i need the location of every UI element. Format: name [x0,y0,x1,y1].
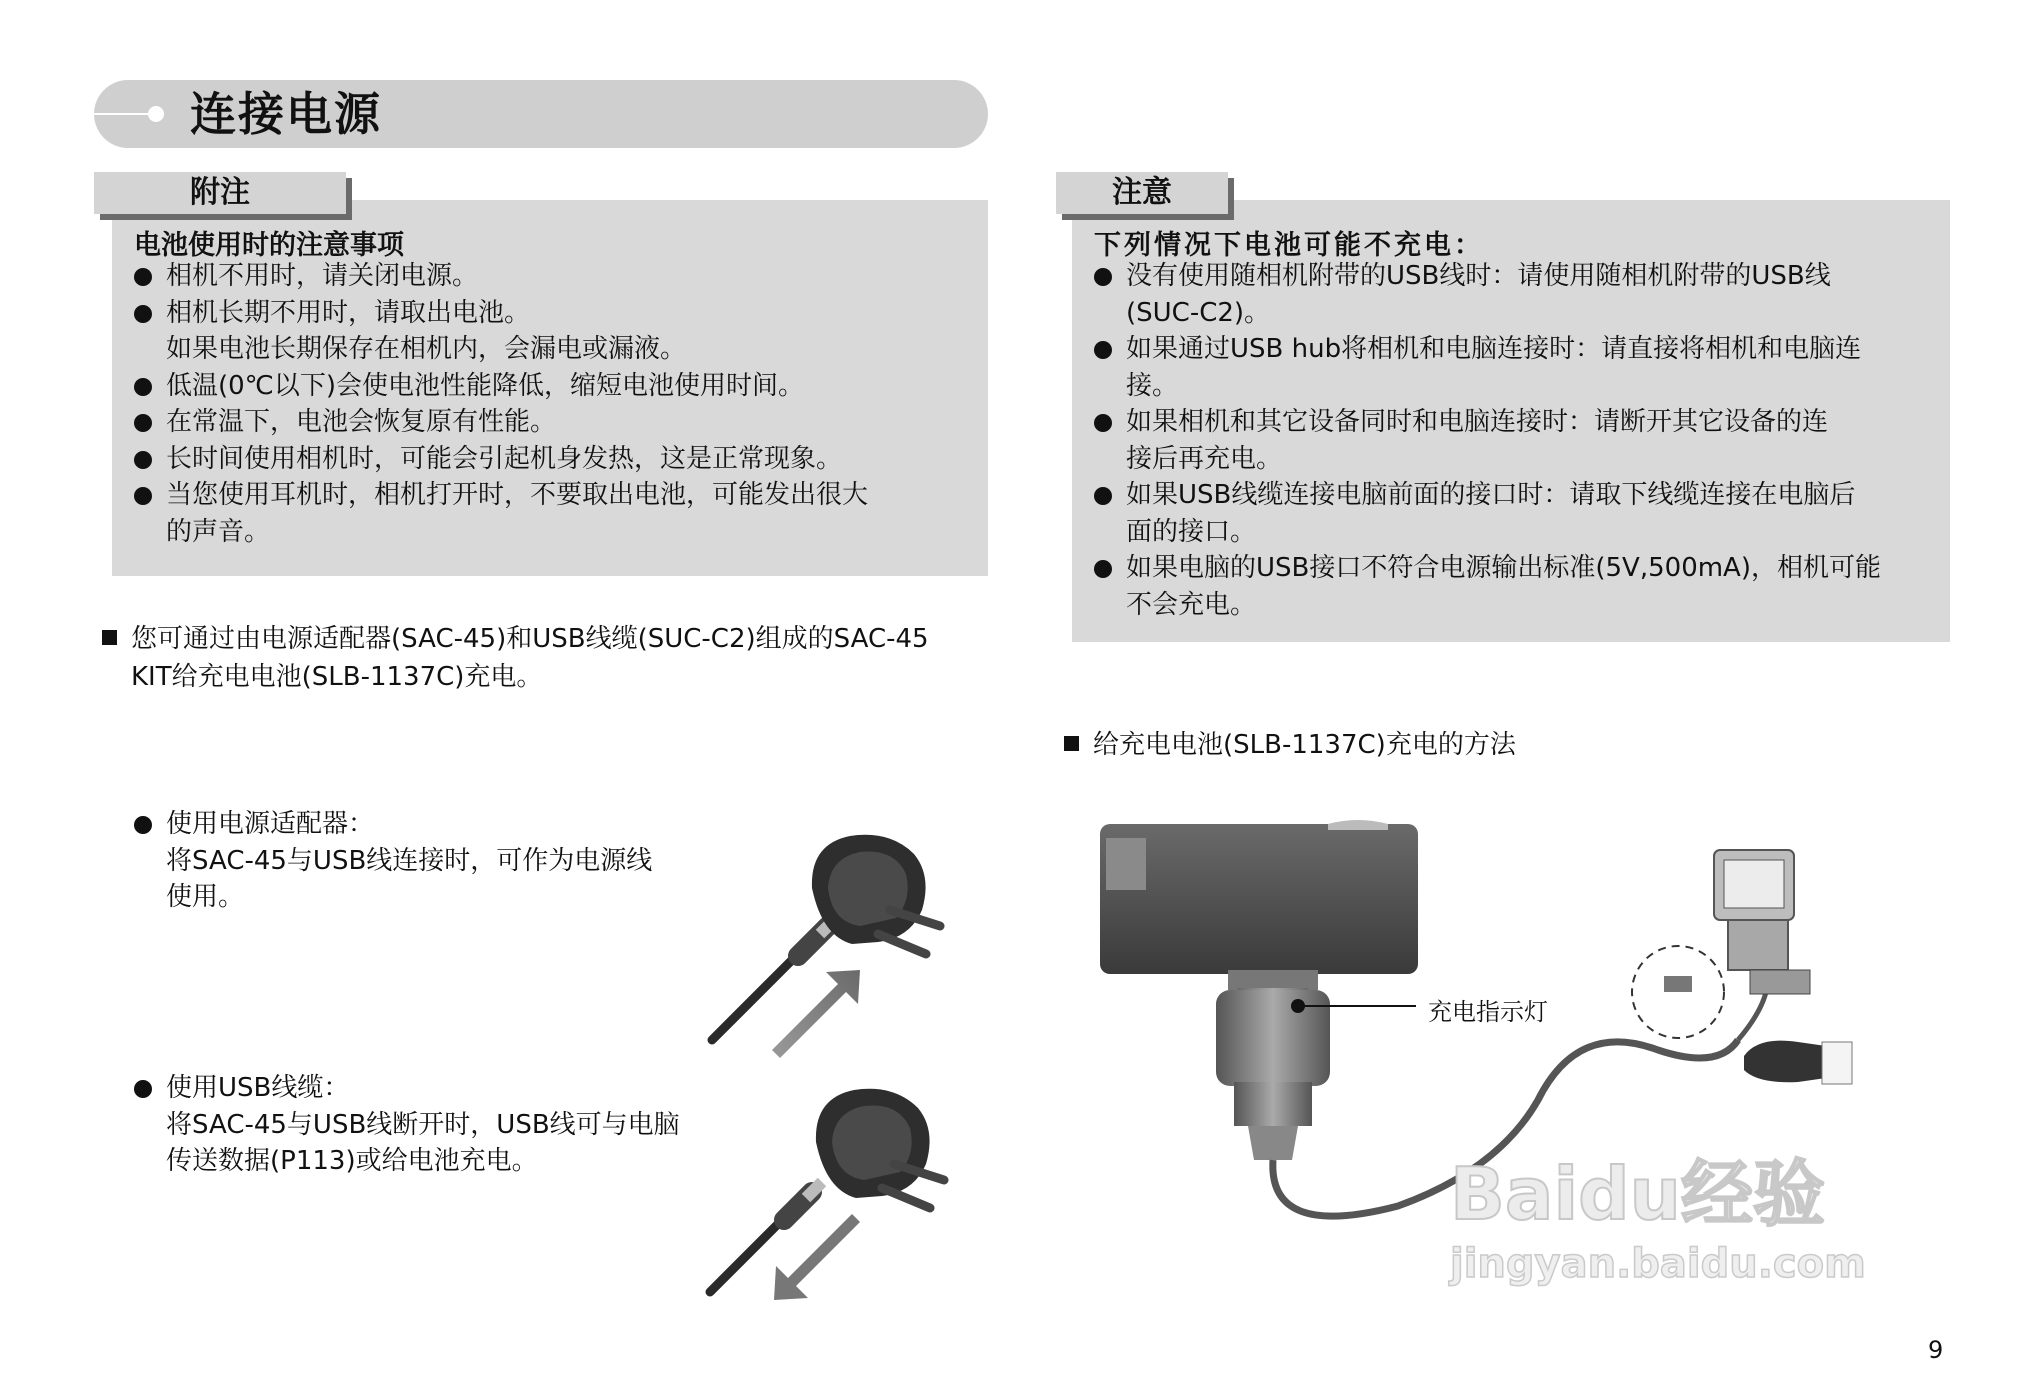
bullet-icon [1094,341,1112,359]
usage-usb-line-1: 将SAC-45与USB线断开时，USB线可与电脑 [166,1109,680,1140]
note_left-item-0-line-0: 相机不用时，请关闭电源。 [134,258,974,295]
note_right-item-4-line-0: 如果电脑的USB接口不符合电源输出标准(5V,500mA)，相机可能 [1094,550,1944,587]
square-bullet-icon [102,630,117,645]
bullet-icon [134,487,152,505]
bullet-icon [1094,487,1112,505]
note_right-item-3-line-0: 如果USB线缆连接电脑前面的接口时：请取下线缆连接在电脑后 [1094,477,1944,514]
note_right-item-3-line-1: 面的接口。 [1126,516,1257,547]
note_right-item-0-line-1: (SUC-C2)。 [1126,297,1271,328]
bullet-icon [134,451,152,469]
note_right-item-4-line-1: 不会充电。 [1126,589,1257,620]
note-tab-right: 注意 [1056,172,1228,214]
note_right-item-2-line-1: 接后再充电。 [1126,443,1283,474]
note_left-item-5-line-1: 的声音。 [166,516,271,547]
note-tab-left: 附注 [94,172,346,214]
note_right-item-0-line-0: 没有使用随相机附带的USB线时：请使用随相机附带的USB线 [1094,258,1944,295]
bullet-icon [1094,560,1112,578]
indicator-label: 充电指示灯 [1428,998,1548,1026]
usage-adapter [134,806,714,916]
note_left-item-3-line-0: 在常温下，电池会恢复原有性能。 [134,404,974,441]
note-left-list [134,258,974,550]
title-line [94,113,150,115]
usage-usb-line-2: 传送数据(P113)或给电池充电。 [166,1146,538,1176]
adapter-connected-illustration [700,818,970,1058]
note_left-item-5-line-0: 当您使用耳机时，相机打开时，不要取出电池，可能发出很大 [134,477,974,514]
note-right-heading: 下列情况下电池可能不充电： [1094,230,1484,261]
bullet-icon [1094,268,1112,286]
watermark [1450,1150,1930,1330]
kit-line-2: KIT给充电电池(SLB-1137C)充电。 [131,662,543,692]
watermark-url: jingyan.baidu.com [1450,1241,1866,1287]
usage-usb-title: 使用USB线缆： [134,1070,734,1107]
adapter-disconnected-illustration [700,1082,970,1312]
bullet-icon [134,816,152,834]
bullet-icon [134,378,152,396]
note_left-item-2-line-0: 低温(0℃以下)会使电池性能降低，缩短电池使用时间。 [134,368,974,405]
bullet-icon [134,414,152,432]
bullet-icon [134,1080,152,1098]
usage-adapter-line-2: 使用。 [166,882,245,912]
charge-method-heading: 给充电电池(SLB-1137C)充电的方法 [1064,726,1516,764]
kit-line-1: 您可通过由电源适配器(SAC-45)和USB线缆(SUC-C2)组成的SAC-45 [102,620,1002,658]
page-title: 连接电源 [190,87,382,141]
page-number: 9 [1928,1336,1944,1364]
square-bullet-icon [1064,736,1079,751]
note-left-heading: 电池使用时的注意事项 [134,230,404,261]
note_right-item-1-line-1: 接。 [1126,370,1179,401]
usage-usb [134,1070,734,1180]
note_left-item-4-line-0: 长时间使用相机时，可能会引起机身发热，这是正常现象。 [134,441,974,478]
note-right-list [1094,258,1944,623]
note_left-item-1-line-1: 如果电池长期保存在相机内，会漏电或漏液。 [166,334,687,364]
usage-adapter-line-1: 将SAC-45与USB线连接时，可作为电源线 [166,845,653,876]
note_right-item-1-line-0: 如果通过USB hub将相机和电脑连接时：请直接将相机和电脑连 [1094,331,1944,368]
bullet-icon [1094,414,1112,432]
note_right-item-2-line-0: 如果相机和其它设备同时和电脑连接时：请断开其它设备的连 [1094,404,1944,441]
kit-paragraph [102,620,1002,696]
note_left-item-1-line-0: 相机长期不用时，请取出电池。 [134,295,974,332]
title-dot-icon [148,106,164,122]
usage-adapter-title: 使用电源适配器： [134,806,714,843]
bullet-icon [134,268,152,286]
bullet-icon [134,305,152,323]
watermark-brand: Baidu经验 [1450,1152,1825,1236]
